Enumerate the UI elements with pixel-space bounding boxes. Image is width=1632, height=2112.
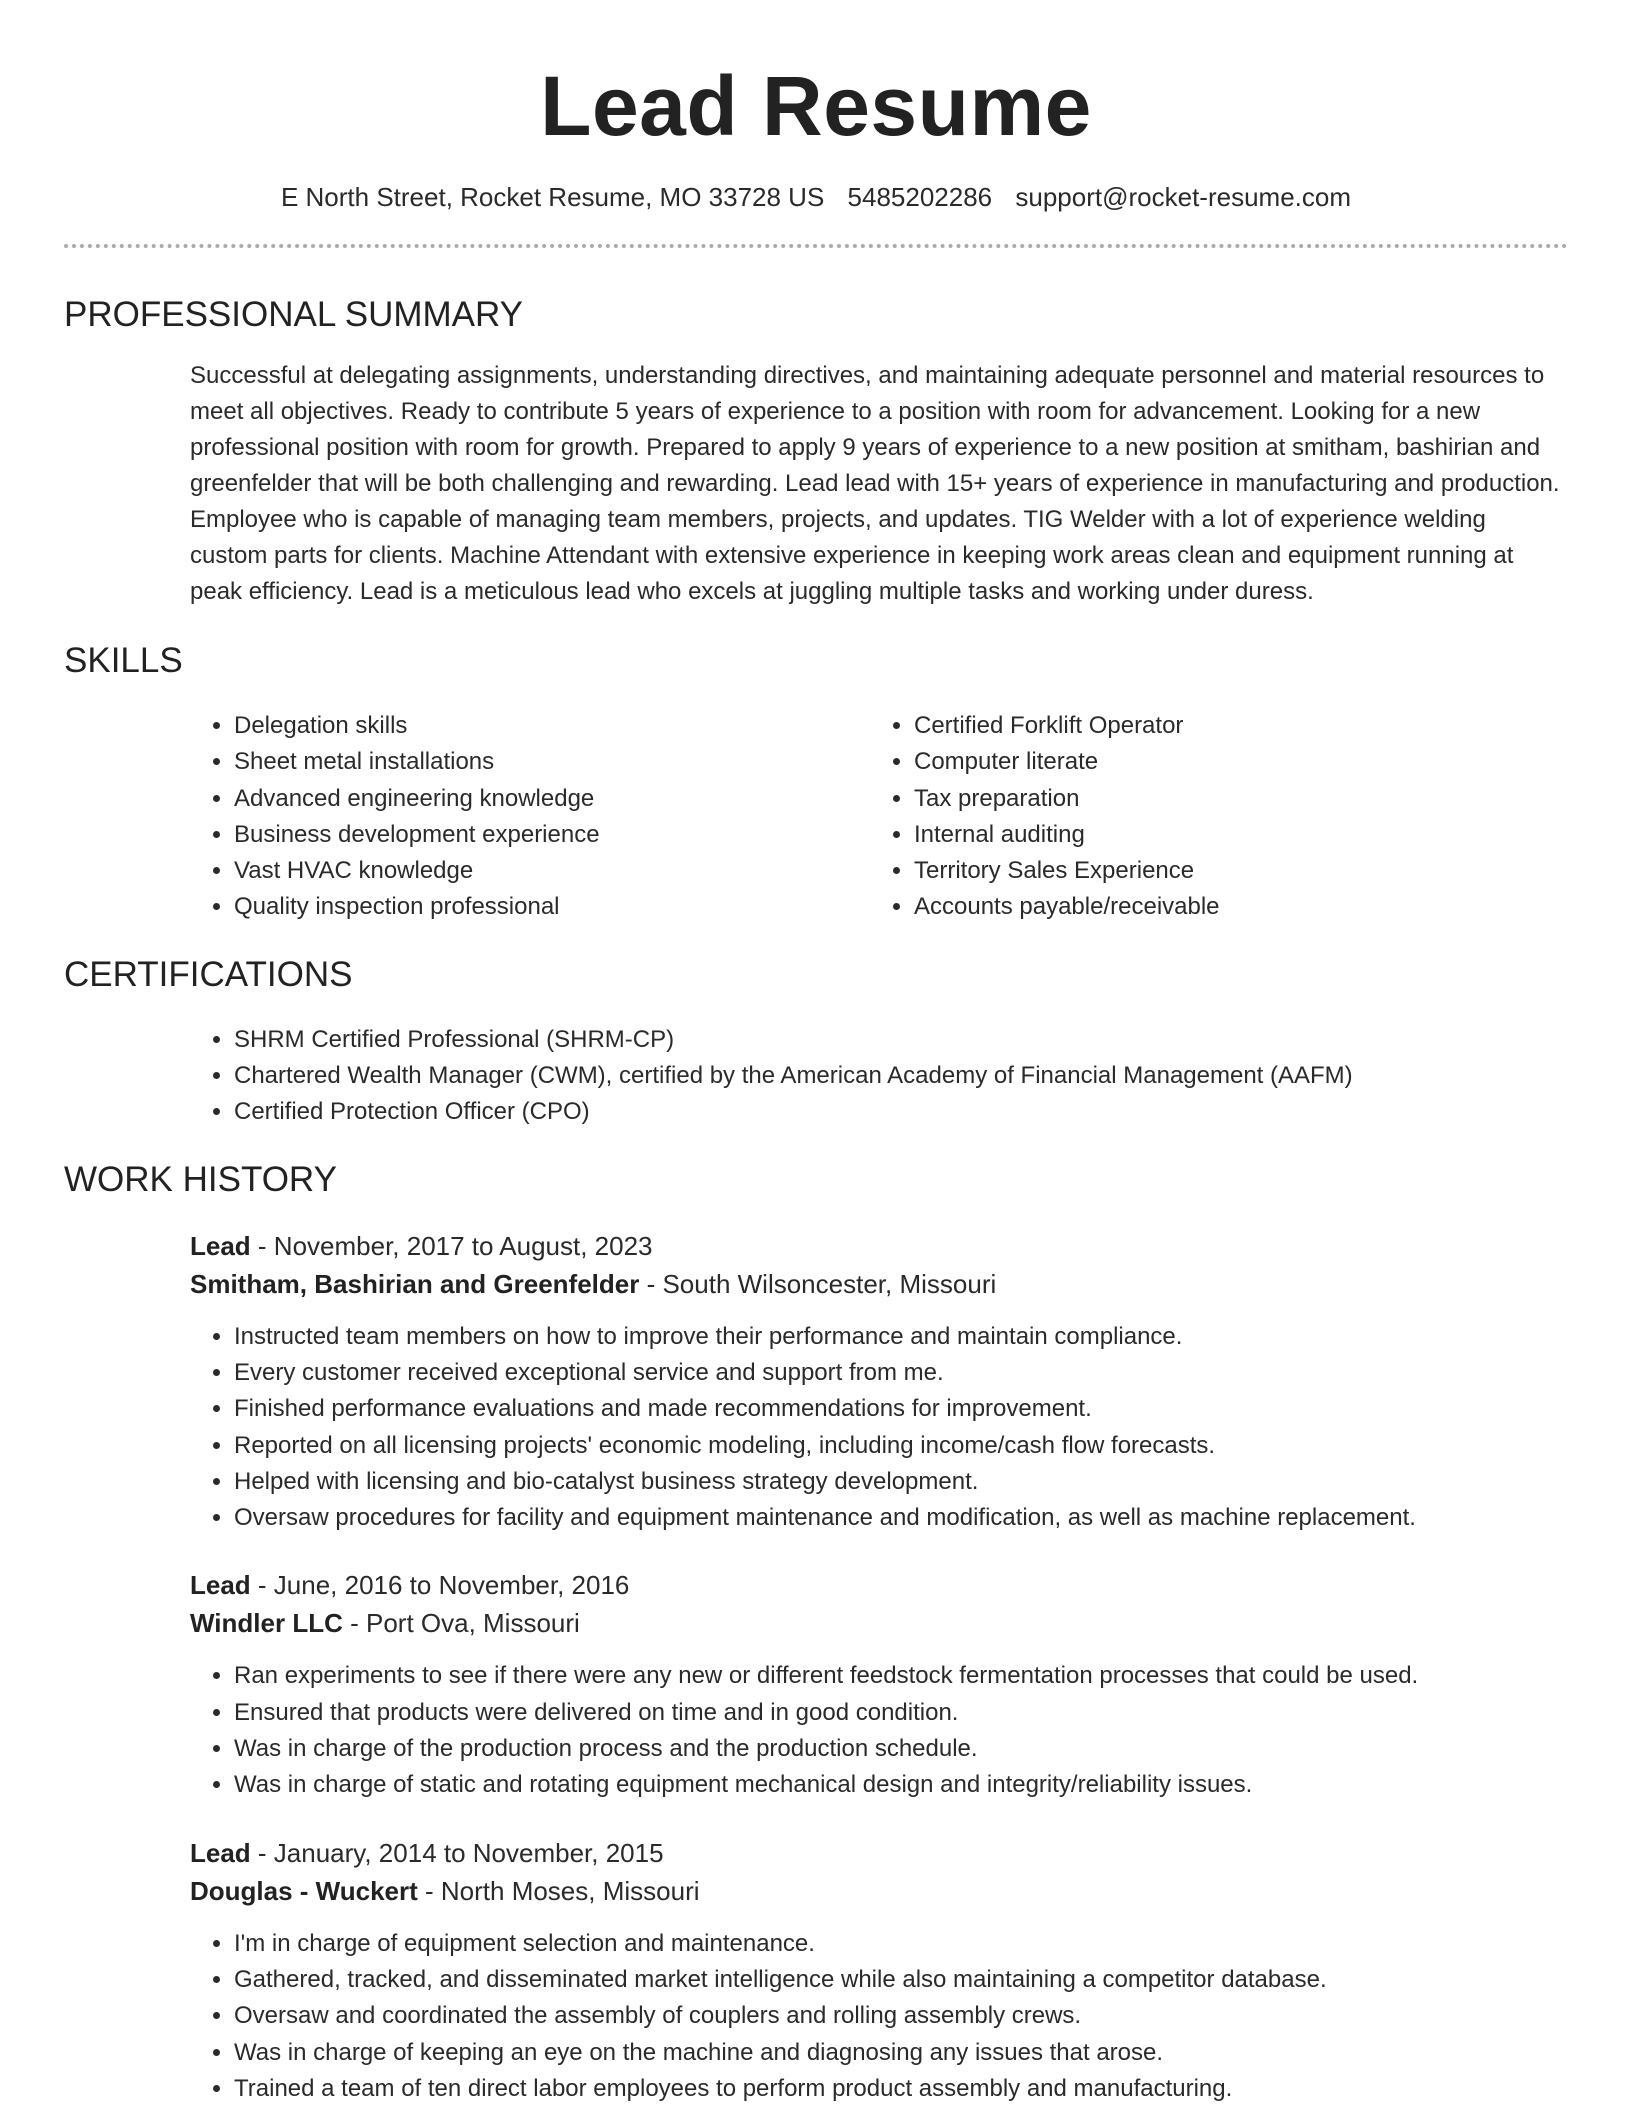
job-duty-item: • Was in charge of keeping an eye on the machine and diagnosing any issues that arose. [234, 2035, 1568, 2071]
job-entry [190, 1566, 1568, 1803]
job-role: Lead [190, 1570, 251, 1601]
skills-section [64, 640, 1568, 926]
job-duty-item: • Was in charge of static and rotating equipment mechanical design and integrity/reliability issues. [234, 1767, 1568, 1803]
resume-name: Lead Resume [540, 59, 1092, 153]
skill-item: • Computer literate [914, 744, 1550, 780]
work-history-heading: WORK HISTORY [64, 1159, 337, 1199]
contact-email: support@rocket-resume.com [1015, 182, 1352, 212]
skill-item: • Business development experience [234, 817, 870, 853]
job-location: - North Moses, Missouri [417, 1875, 700, 1906]
job-company-line [190, 1265, 1568, 1303]
job-duty-item: • Trained a team of ten direct labor employees to perform product assembly and manufacturing. [234, 2071, 1568, 2107]
job-duty-item: • Ran experiments to see if there were any new or different feedstock fermentation processes that could be used. [234, 1658, 1568, 1694]
skills-heading: SKILLS [64, 641, 183, 680]
contact-line [64, 180, 1568, 214]
skill-item: • Advanced engineering knowledge [234, 781, 870, 817]
summary-section [64, 294, 1568, 610]
skill-item: • Sheet metal installations [234, 744, 870, 780]
skill-item: • Certified Forklift Operator [914, 708, 1550, 744]
contact-phone: 5485202286 [847, 182, 993, 212]
job-duty-item: • Reported on all licensing projects' economic modeling, including income/cash flow forecasts. [234, 1428, 1568, 1464]
certifications-section [64, 954, 1568, 1131]
job-duties [190, 1658, 1568, 1803]
job-location: - South Wilsoncester, Missouri [639, 1268, 997, 1299]
job-duty-item: • Oversaw procedures for facility and equipment maintenance and modification, as well as machine replacement. [234, 1500, 1568, 1536]
job-duty-item: • Gathered, tracked, and disseminated market intelligence while also maintaining a competitor database. [234, 1962, 1568, 1998]
certification-item: • SHRM Certified Professional (SHRM-CP) [234, 1022, 1568, 1058]
job-role: Lead [190, 1230, 251, 1261]
certification-item: • Chartered Wealth Manager (CWM), certified by the American Academy of Financial Management (AAFM) [234, 1058, 1568, 1094]
job-duty-item: • Finished performance evaluations and made recommendations for improvement. [234, 1391, 1568, 1427]
summary-heading: PROFESSIONAL SUMMARY [64, 295, 523, 334]
certifications-list [190, 1022, 1568, 1131]
job-entry [190, 1834, 1568, 2107]
skill-item: • Internal auditing [914, 817, 1550, 853]
skills-columns [190, 708, 1568, 926]
job-company: Smitham, Bashirian and Greenfelder [190, 1268, 640, 1299]
job-duty-item: • Was in charge of the production process and the production schedule. [234, 1731, 1568, 1767]
job-duty-item: • Ensured that products were delivered on time and in good condition. [234, 1695, 1568, 1731]
job-location: - Port Ova, Missouri [342, 1608, 580, 1639]
job-dates: - November, 2017 to August, 2023 [250, 1230, 653, 1261]
certification-item: • Certified Protection Officer (CPO) [234, 1094, 1568, 1130]
skill-item: • Accounts payable/receivable [914, 889, 1550, 925]
job-company: Douglas - Wuckert [190, 1875, 418, 1906]
job-duty-item: • Helped with licensing and bio-catalyst business strategy development. [234, 1464, 1568, 1500]
skill-item: • Tax preparation [914, 781, 1550, 817]
job-company-line [190, 1872, 1568, 1910]
job-title-line [190, 1227, 1568, 1265]
skills-column-left [190, 708, 870, 926]
contact-address: E North Street, Rocket Resume, MO 33728 US [280, 182, 825, 212]
skill-item: • Vast HVAC knowledge [234, 853, 870, 889]
summary-text: Successful at delegating assignments, understanding directives, and maintaining adequate personnel and material resources to meet all objectives. Ready to contribute 5 years of experience to a position with room for advancement. Looking for a new professional position with room for growth. Prepared to apply 9 years of experience to a new position at smitham, bashirian and greenfelder that will be both challenging and rewarding. Lead lead with 15+ years of experience in manufacturing and production. Employee who is capable of managing team members, projects, and updates. TIG Welder with a lot of experience welding custom parts for clients. Machine Attendant with extensive experience in keeping work areas clean and equipment running at peak efficiency. Lead is a meticulous lead who excels at juggling multiple tasks and working under duress. [190, 362, 1560, 605]
job-dates: - June, 2016 to November, 2016 [250, 1570, 630, 1601]
job-company: Windler LLC [190, 1608, 343, 1639]
skills-column-right [870, 708, 1550, 926]
skill-item: • Delegation skills [234, 708, 870, 744]
work-history-section [64, 1159, 1568, 2107]
job-duties [190, 1319, 1568, 1537]
resume-page [64, 0, 1568, 2107]
job-duties [190, 1926, 1568, 2107]
job-duty-item: • Instructed team members on how to improve their performance and maintain compliance. [234, 1319, 1568, 1355]
certifications-heading: CERTIFICATIONS [64, 954, 353, 994]
skill-item: • Territory Sales Experience [914, 853, 1550, 889]
skill-item: • Quality inspection professional [234, 889, 870, 925]
job-duty-item: • Every customer received exceptional service and support from me. [234, 1355, 1568, 1391]
job-duty-item: • Oversaw and coordinated the assembly of couplers and rolling assembly crews. [234, 1998, 1568, 2034]
job-dates: - January, 2014 to November, 2015 [250, 1837, 664, 1868]
job-role: Lead [190, 1837, 251, 1868]
job-company-line [190, 1604, 1568, 1642]
job-entry [190, 1227, 1568, 1537]
job-title-line [190, 1566, 1568, 1604]
header-divider [64, 244, 1568, 248]
job-duty-item: • I'm in charge of equipment selection and maintenance. [234, 1926, 1568, 1962]
job-title-line [190, 1834, 1568, 1872]
